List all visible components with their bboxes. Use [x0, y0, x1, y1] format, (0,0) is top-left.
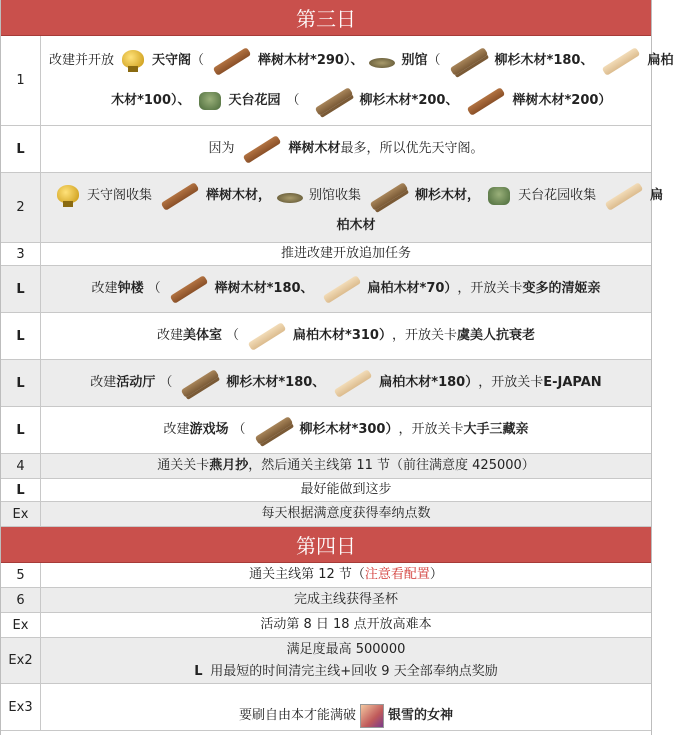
row-content [41, 563, 651, 587]
row-content [41, 613, 651, 637]
zelkova-wood-icon [462, 88, 508, 114]
table-row [1, 613, 651, 638]
text: 天台花园收集 [518, 187, 597, 203]
material: 柳杉木材*200、 [359, 92, 459, 108]
material: 榉树木材*180、 [214, 281, 314, 296]
stage-name: 虞美人抗衰老 [456, 328, 535, 343]
craft-essence-portrait-icon [360, 704, 384, 728]
material: 榉树木材*200） [512, 92, 612, 108]
material: 扁柏 [647, 52, 674, 68]
zelkova-wood-icon [165, 276, 211, 302]
table-row [1, 563, 651, 588]
row-content [41, 502, 651, 526]
text: （ [226, 328, 240, 343]
table-row [1, 243, 651, 266]
row-content [41, 638, 651, 683]
text: 活动第 8 日 18 点开放高难本 [260, 617, 432, 632]
text: ，开放关卡 [398, 422, 464, 437]
text: （ [427, 52, 441, 68]
building-name: 游戏场 [189, 422, 229, 437]
cedar-wood-icon [250, 417, 296, 443]
text: 因为 [208, 141, 235, 156]
craft-essence-name: 银雪的女神 [388, 708, 454, 723]
sub-step-marker: L [194, 663, 203, 679]
roof-garden-icon [195, 88, 225, 114]
text: （ [147, 281, 161, 296]
cedar-wood-icon [365, 183, 411, 209]
text: 用最短的时间清完主线+回收 9 天全部奉纳点奖励 [210, 663, 498, 679]
row-content [41, 479, 651, 501]
stage-name: E-JAPAN [543, 375, 602, 390]
table-row [1, 313, 651, 360]
day3-header: 第三日 [1, 0, 651, 36]
cypress-wood-icon [329, 370, 375, 396]
row-number: L [1, 407, 41, 453]
zelkova-wood-icon [156, 183, 202, 209]
cedar-wood-icon [176, 370, 222, 396]
cypress-wood-icon [600, 183, 646, 209]
cypress-wood-icon [243, 323, 289, 349]
highlight-text: 注意看配置 [364, 567, 430, 582]
row-content [41, 313, 651, 359]
text: （ [286, 92, 300, 108]
table-row [1, 588, 651, 613]
building-name: 美体室 [183, 328, 223, 343]
row-number: L [1, 360, 41, 406]
material: 柏木材 [336, 217, 376, 233]
text: 推进改建开放追加任务 [280, 246, 411, 261]
text: ） [429, 567, 443, 582]
material: 柳杉木材*180、 [226, 375, 326, 390]
cedar-wood-icon [445, 48, 491, 74]
row-number: Ex3 [1, 684, 41, 730]
text: 改建 [90, 375, 117, 390]
text: 改建 [156, 328, 183, 343]
text: 通关关卡 [157, 458, 210, 473]
text: 最好能做到这步 [300, 482, 392, 497]
material: 榉树木材*290）、 [258, 52, 364, 68]
row-number: 5 [1, 563, 41, 587]
text: 完成主线获得圣杯 [293, 592, 398, 607]
material: 柳杉木材， [415, 187, 481, 203]
row-content [41, 684, 651, 730]
row-content [41, 588, 651, 612]
text: （ [232, 422, 246, 437]
row-number: L [1, 266, 41, 312]
text: ，开放关卡 [457, 281, 523, 296]
table-row [1, 360, 651, 407]
roof-garden-icon [484, 183, 514, 209]
text: ，开放关卡 [478, 375, 544, 390]
table-row [1, 684, 651, 731]
table-row [1, 126, 651, 173]
cypress-wood-icon [318, 276, 364, 302]
text: 最多，所以优先天守阁。 [340, 141, 484, 156]
material: 柳杉木材*180、 [494, 52, 594, 68]
material: 扁柏木材*70） [367, 281, 458, 296]
row-content [41, 36, 681, 125]
text: ，开放关卡 [391, 328, 457, 343]
stage-name: 燕月抄 [209, 458, 249, 473]
row-content [41, 407, 651, 453]
cypress-wood-icon [597, 48, 643, 74]
row-content [41, 266, 651, 312]
text: 满足度最高 500000 [286, 641, 406, 657]
row-number: 4 [1, 454, 41, 478]
row-number: 3 [1, 243, 41, 265]
stage-name: 大手三藏亲 [463, 422, 529, 437]
material: 榉树木材 [288, 141, 341, 156]
row-number: L [1, 126, 41, 172]
row-content [41, 126, 651, 172]
row-number: L [1, 479, 41, 501]
cedar-wood-icon [310, 88, 356, 114]
building-name: 活动厅 [116, 375, 156, 390]
material: 扁柏木材*180） [379, 375, 479, 390]
text: （ [159, 375, 173, 390]
building-name: 天守阁 [152, 52, 192, 68]
text: （ [191, 52, 205, 68]
row-number: Ex [1, 502, 41, 526]
table-row [1, 479, 651, 502]
building-name: 别馆 [401, 52, 428, 68]
zelkova-wood-icon [238, 136, 284, 162]
castle-keep-icon [53, 183, 83, 209]
building-name: 钟楼 [117, 281, 144, 296]
castle-keep-icon [118, 48, 148, 74]
row-number: Ex2 [1, 638, 41, 683]
table-row [1, 173, 664, 243]
row-content [41, 360, 651, 406]
zelkova-wood-icon [208, 48, 254, 74]
material: 木材*100）、 [111, 92, 191, 108]
day4-header: 第四日 [1, 527, 651, 563]
table-row [1, 36, 674, 126]
text: 改建并开放 [49, 52, 115, 68]
villa-icon [367, 50, 397, 72]
stage-name: 变多的清姬亲 [522, 281, 601, 296]
table-row [1, 638, 651, 684]
text: ，然后通关主线第 11 节（前往满意度 425000） [248, 458, 535, 473]
material: 扁柏木材*310） [293, 328, 392, 343]
material: 榉树木材， [206, 187, 272, 203]
table-row [1, 266, 651, 313]
row-number: 6 [1, 588, 41, 612]
row-number: 2 [1, 173, 41, 242]
material: 柳杉木材*300） [299, 422, 399, 437]
row-number: 1 [1, 36, 41, 125]
text: 每天根据满意度获得奉纳点数 [261, 506, 431, 521]
text: 通关主线第 12 节（ [249, 567, 365, 582]
text: 天守阁收集 [87, 187, 153, 203]
text: 改建 [91, 281, 118, 296]
row-content [41, 173, 671, 242]
table-row [1, 454, 651, 479]
villa-icon [275, 185, 305, 207]
text: 改建 [163, 422, 190, 437]
row-number: L [1, 313, 41, 359]
material: 扁 [650, 187, 664, 203]
row-content [41, 454, 651, 478]
table-row [1, 407, 651, 454]
text: 要刷自由本才能满破 [238, 708, 356, 723]
row-content [41, 243, 651, 265]
text: 别馆收集 [309, 187, 362, 203]
row-number: Ex [1, 613, 41, 637]
building-name: 天台花园 [228, 92, 281, 108]
table-row [1, 502, 651, 527]
